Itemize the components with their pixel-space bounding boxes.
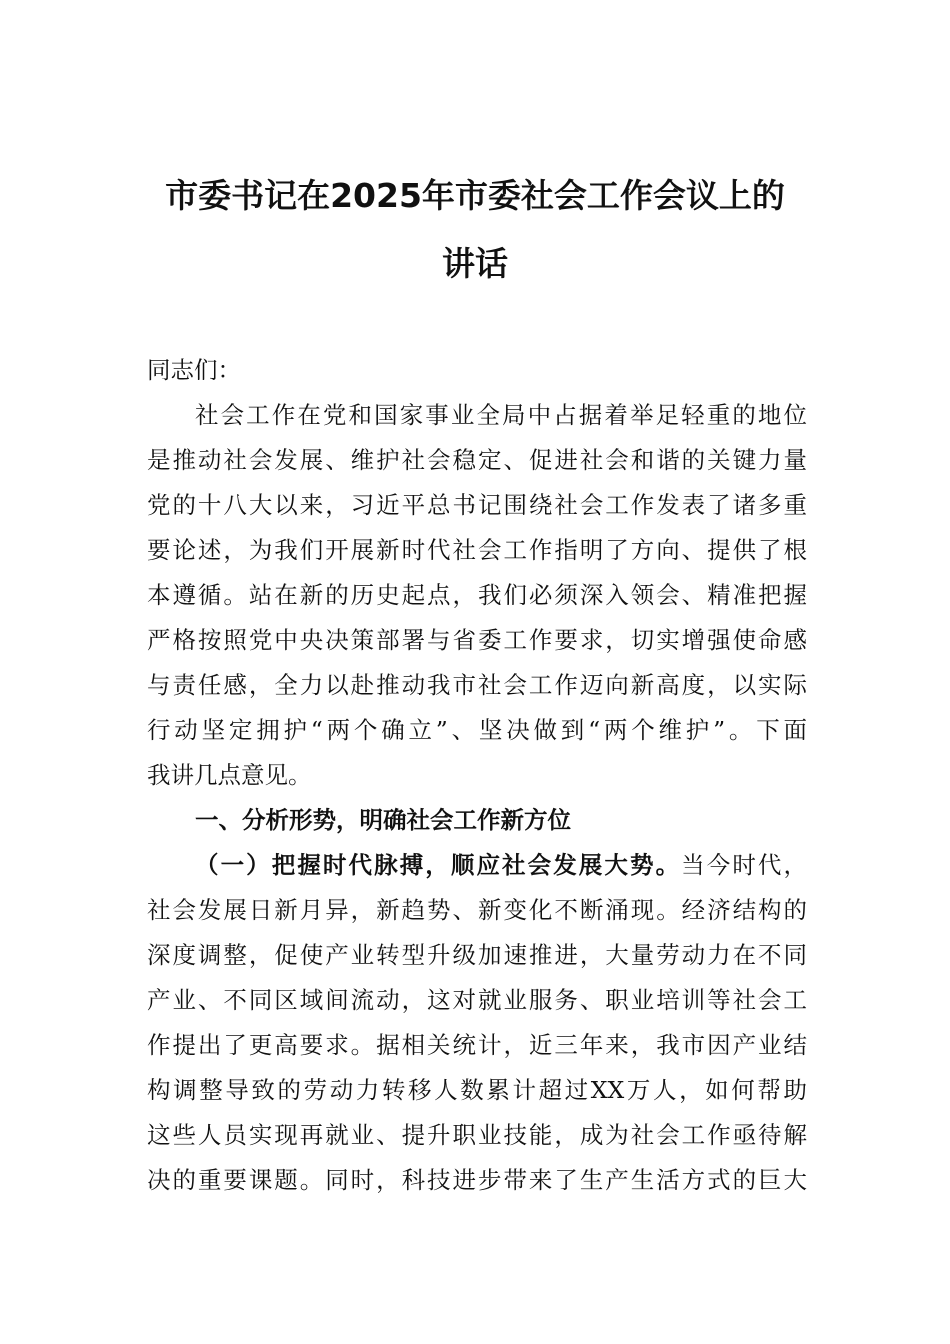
paragraph-line: 构调整导致的劳动力转移人数累计超过XX万人，如何帮助 (147, 1076, 807, 1104)
paragraph-line: 本遵循。站在新的历史起点，我们必须深入领会、精准把握 (147, 581, 807, 609)
paragraph-line: 作提出了更高要求。据相关统计，近三年来，我市因产业结 (147, 1031, 807, 1059)
paragraph-line: 要论述，为我们开展新时代社会工作指明了方向、提供了根 (147, 536, 807, 564)
paragraph-line: 我讲几点意见。 (147, 761, 312, 789)
subsection-title: （一）把握时代脉搏，顺应社会发展大势。 (195, 851, 682, 879)
subsection-line (195, 850, 807, 880)
paragraph-line: 这些人员实现再就业、提升职业技能，成为社会工作亟待解 (147, 1121, 807, 1149)
section-heading: 一、分析形势，明确社会工作新方位 (195, 806, 571, 834)
paragraph-line: 行动坚定拥护“两个确立”、坚决做到“两个维护”。下面 (147, 716, 807, 744)
paragraph-line: 与责任感，全力以赴推动我市社会工作迈向新高度，以实际 (147, 671, 807, 699)
document-title-line-2: 讲话 (442, 244, 508, 283)
paragraph-line: 深度调整，促使产业转型升级加速推进，大量劳动力在不同 (147, 941, 807, 969)
paragraph-line: 社会发展日新月异，新趋势、新变化不断涌现。经济结构的 (147, 896, 807, 924)
paragraph-line: 是推动社会发展、维护社会稳定、促进社会和谐的关键力量 (147, 446, 807, 474)
paragraph-line: 产业、不同区域间流动，这对就业服务、职业培训等社会工 (147, 986, 807, 1014)
subsection-text: 当今时代， (681, 851, 807, 879)
document-title-line-1: 市委书记在2025年市委社会工作会议上的 (165, 176, 785, 215)
paragraph-line: 党的十八大以来，习近平总书记围绕社会工作发表了诸多重 (147, 491, 807, 519)
salutation: 同志们： (147, 356, 241, 384)
paragraph-line: 社会工作在党和国家事业全局中占据着举足轻重的地位 (195, 401, 807, 429)
paragraph-line: 严格按照党中央决策部署与省委工作要求，切实增强使命感 (147, 626, 807, 654)
paragraph-line: 决的重要课题。同时，科技进步带来了生产生活方式的巨大 (147, 1166, 807, 1194)
